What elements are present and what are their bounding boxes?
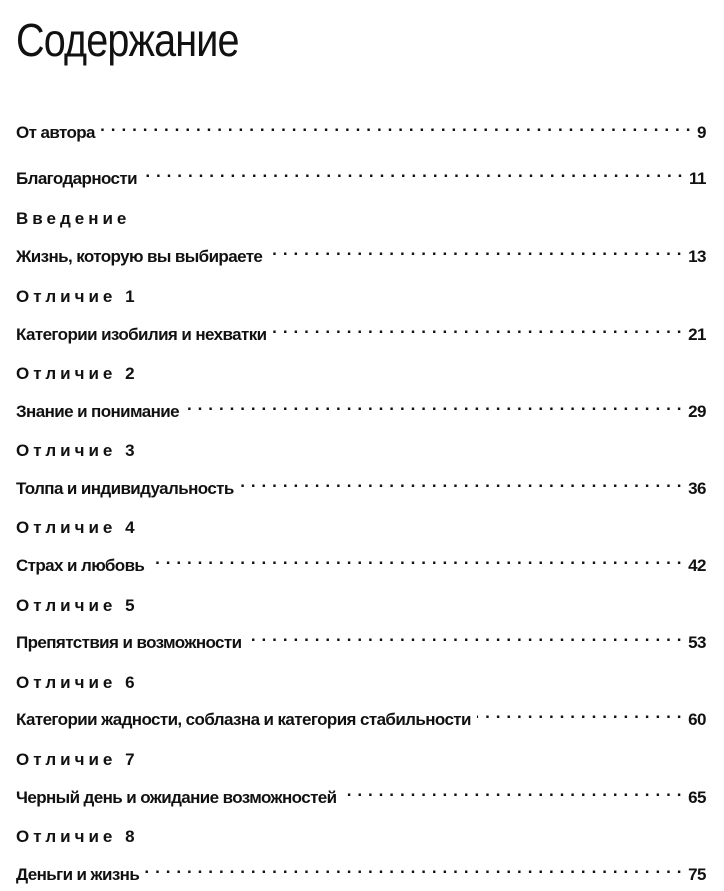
toc-section-intro: Введение bbox=[16, 209, 131, 228]
toc-page-number: 11 bbox=[689, 169, 706, 188]
toc-entry-ch3[interactable] bbox=[16, 470, 706, 498]
page-title: Содержание bbox=[16, 14, 239, 66]
toc-section-ch6: Отличие 6 bbox=[16, 673, 139, 692]
toc-entry-ch2[interactable] bbox=[16, 393, 706, 421]
toc-entry-author[interactable] bbox=[16, 114, 706, 142]
dot-leader bbox=[477, 701, 682, 725]
toc-entry-ch6[interactable] bbox=[16, 701, 706, 729]
dot-leader bbox=[272, 316, 682, 340]
toc-page-number: 29 bbox=[688, 402, 706, 421]
toc-section-ch3: Отличие 3 bbox=[16, 441, 139, 460]
toc-entry-label: Категории изобилия и нехватки bbox=[16, 325, 267, 344]
dot-leader bbox=[240, 470, 682, 494]
toc-entry-intro[interactable] bbox=[16, 238, 706, 266]
dot-leader bbox=[247, 624, 682, 648]
dot-leader bbox=[185, 393, 682, 417]
toc-page-number: 75 bbox=[688, 865, 706, 884]
dot-leader bbox=[101, 114, 691, 138]
toc-entry-ch8[interactable] bbox=[16, 856, 706, 884]
toc-entry-label: Жизнь, которую вы выбираете bbox=[16, 247, 263, 266]
table-of-contents bbox=[16, 0, 706, 891]
toc-entry-thanks[interactable] bbox=[16, 160, 706, 188]
toc-page-number: 42 bbox=[688, 556, 706, 575]
toc-entry-label: Благодарности bbox=[16, 169, 137, 188]
toc-entry-label: Категории жадности, соблазна и категория стабильности bbox=[16, 710, 471, 729]
toc-section-ch1: Отличие 1 bbox=[16, 287, 139, 306]
toc-page-number: 53 bbox=[688, 633, 706, 652]
dot-leader bbox=[343, 779, 683, 803]
toc-entry-label: Черный день и ожидание возможностей bbox=[16, 788, 337, 807]
toc-entry-label: От автора bbox=[16, 123, 95, 142]
toc-entry-ch1[interactable] bbox=[16, 316, 706, 344]
toc-page-number: 65 bbox=[688, 788, 706, 807]
toc-page-number: 60 bbox=[688, 710, 706, 729]
toc-page-number: 21 bbox=[688, 325, 706, 344]
toc-entry-label: Знание и понимание bbox=[16, 402, 179, 421]
toc-entry-ch5[interactable] bbox=[16, 624, 706, 652]
dot-leader bbox=[143, 160, 683, 184]
toc-section-ch5: Отличие 5 bbox=[16, 596, 139, 615]
toc-section-ch4: Отличие 4 bbox=[16, 518, 139, 537]
dot-leader bbox=[150, 547, 682, 571]
toc-page-number: 36 bbox=[688, 479, 706, 498]
toc-entry-label: Деньги и жизнь bbox=[16, 865, 140, 884]
toc-section-ch2: Отличие 2 bbox=[16, 364, 139, 383]
dot-leader bbox=[268, 238, 682, 262]
toc-entry-ch7[interactable] bbox=[16, 779, 706, 807]
toc-page-number: 9 bbox=[697, 123, 706, 142]
toc-entry-label: Толпа и индивидуальность bbox=[16, 479, 234, 498]
dot-leader bbox=[145, 856, 682, 880]
toc-section-ch8: Отличие 8 bbox=[16, 827, 139, 846]
toc-entry-label: Препятствия и возможности bbox=[16, 633, 242, 652]
toc-page-number: 13 bbox=[688, 247, 706, 266]
toc-entry-label: Страх и любовь bbox=[16, 556, 145, 575]
toc-section-ch7: Отличие 7 bbox=[16, 750, 139, 769]
toc-entry-ch4[interactable] bbox=[16, 547, 706, 575]
